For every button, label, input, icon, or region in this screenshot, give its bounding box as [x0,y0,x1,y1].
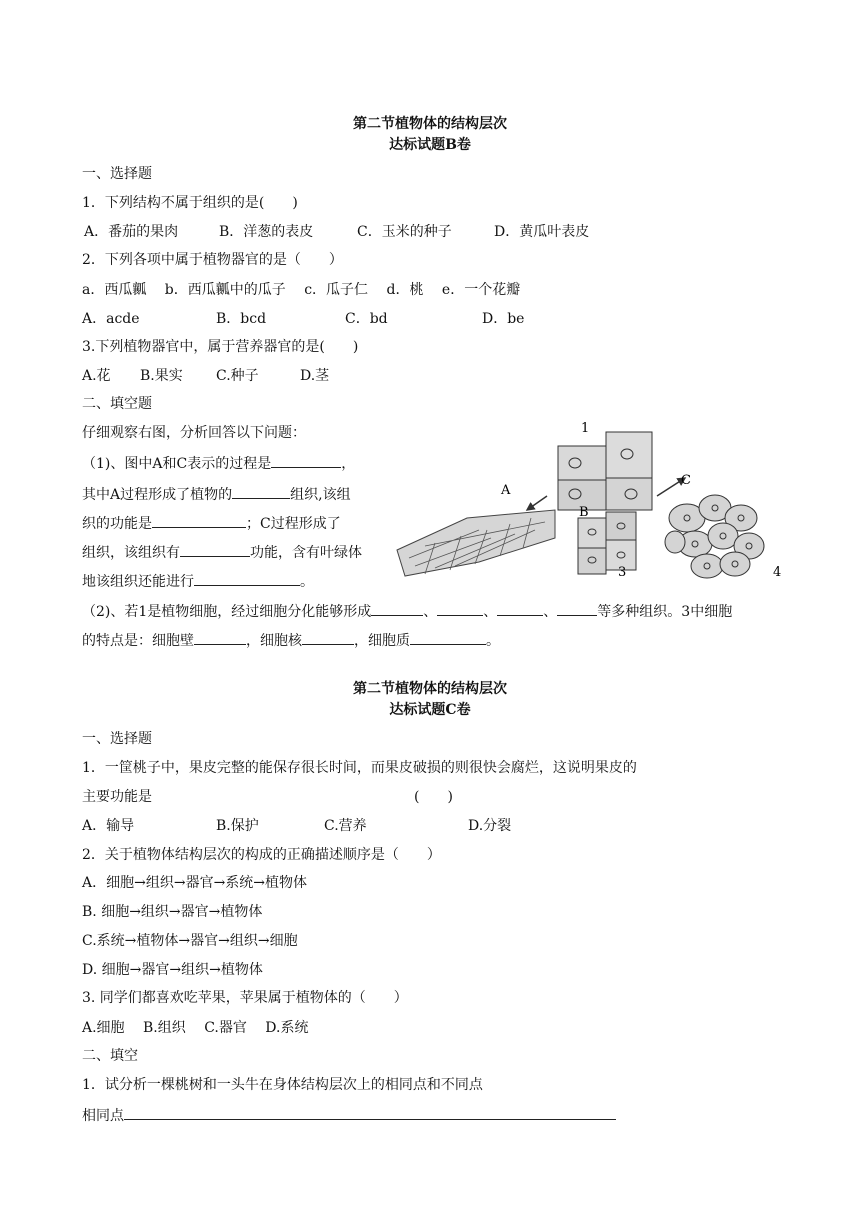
answer-blank[interactable] [152,512,246,528]
answer-blank[interactable] [194,570,300,586]
option-b: B．bcd [216,311,267,327]
option-a: A．番茄的果肉 [84,224,179,240]
epidermis-tissue [397,510,555,576]
c-fill-question-1: 1．试分析一棵桃树和一头牛在身体结构层次上的相同点和不同点 [82,1077,483,1093]
figure-label-1: 1 [581,421,590,436]
answer-paren: ( ) [414,789,453,805]
section-b-title: 第二节植物体的结构层次 [353,116,507,132]
fill-1-line-d: 组织，该组织有 功能，含有叶绿体 [82,541,362,563]
fill-1-line-b: 其中A过程形成了植物的 组织,该组 [82,483,351,505]
plant-cells-group-1 [558,432,652,510]
option-c: C.营养 [324,818,367,834]
cell-tissue-figure [395,418,785,586]
c-question-3-options: A.细胞 B.组织 C.器官 D.系统 [82,1020,309,1036]
section-b-part2-heading: 二、填空题 [82,396,152,412]
option-d: D.茎 [300,368,330,384]
c-question-1-line-2: 主要功能是 ( ) [82,789,453,805]
answer-blank[interactable] [371,600,423,616]
option-b: B.保护 [216,818,259,834]
fill-1-line-e: 地该组织还能进行 。 [82,570,314,592]
c-question-2-option-b: B. 细胞→组织→器官→植物体 [82,904,263,920]
figure-label-3: 3 [618,565,627,580]
c-question-2: 2．关于植物体结构层次的构成的正确描述顺序是（ ） [82,847,441,863]
parenchyma-cells-group-4 [665,495,764,578]
fill-1-line-c: 织的功能是 ；C过程形成了 [82,512,341,534]
option-a: A.花 [82,368,111,384]
fill-2-line-a: （2)、若1是植物细胞，经过细胞分化能够形成 、 、 、 等多种组织。3中细胞 [82,600,732,622]
c-question-2-option-d: D. 细胞→器官→组织→植物体 [82,962,263,978]
answer-blank[interactable] [410,629,486,645]
fill-1-line-a: （1)、图中A和C表示的过程是 ， [82,452,355,474]
option-b: B.果实 [140,368,183,384]
c-question-3: 3. 同学们都喜欢吃苹果，苹果属于植物体的（ ） [82,990,408,1006]
section-c-title: 第二节植物体的结构层次 [353,681,507,697]
figure-label-4: 4 [773,565,782,580]
answer-blank[interactable] [194,629,246,645]
b-question-1: 1．下列结构不属于组织的是( ) [82,195,298,211]
c-question-2-option-a: A．细胞→组织→器官→系统→植物体 [82,875,308,891]
section-b-subtitle: 达标试题B卷 [389,137,471,153]
answer-blank[interactable] [557,600,597,616]
figure-label-B: B [579,505,589,520]
c-question-2-option-c: C.系统→植物体→器官→组织→细胞 [82,933,298,949]
option-c: C．bd [345,311,388,327]
option-c: C.种子 [216,368,259,384]
figure-label-A: A [501,483,511,498]
answer-blank[interactable] [124,1104,616,1120]
b-question-2: 2．下列各项中属于植物器官的是（ ） [82,252,343,268]
b-question-2-items: a．西瓜瓤 b．西瓜瓤中的瓜子 c．瓜子仁 d．桃 e．一个花瓣 [82,282,521,298]
option-d: D.分裂 [468,818,512,834]
fill-2-line-b: 的特点是：细胞壁 ，细胞核 ，细胞质 。 [82,629,500,651]
option-a: A．acde [82,311,140,327]
option-c: C．玉米的种子 [357,224,452,240]
section-c-part1-heading: 一、选择题 [82,731,152,747]
answer-blank[interactable] [437,600,483,616]
section-c-subtitle: 达标试题C卷 [389,702,471,718]
option-b: B．洋葱的表皮 [219,224,314,240]
answer-blank[interactable] [302,629,354,645]
figure-label-C: C [681,473,691,488]
section-b-part1-heading: 一、选择题 [82,166,152,182]
option-d: D．be [482,311,525,327]
c-fill-same-points: 相同点 [82,1104,616,1126]
plant-cells-group-3 [578,512,636,574]
answer-blank[interactable] [497,600,543,616]
b-question-3: 3.下列植物器官中，属于营养器官的是( ) [82,339,359,355]
answer-blank[interactable] [232,483,290,499]
answer-blank[interactable] [271,452,341,468]
answer-blank[interactable] [180,541,250,557]
option-a: A．输导 [82,818,135,834]
c-question-1: 1．一筐桃子中，果皮完整的能保存很长时间，而果皮破损的则很快会腐烂，这说明果皮的 [82,760,637,776]
section-c-part2-heading: 二、填空 [82,1048,138,1064]
option-d: D．黄瓜叶表皮 [494,224,590,240]
figure-intro: 仔细观察右图，分析回答以下问题： [82,425,306,441]
